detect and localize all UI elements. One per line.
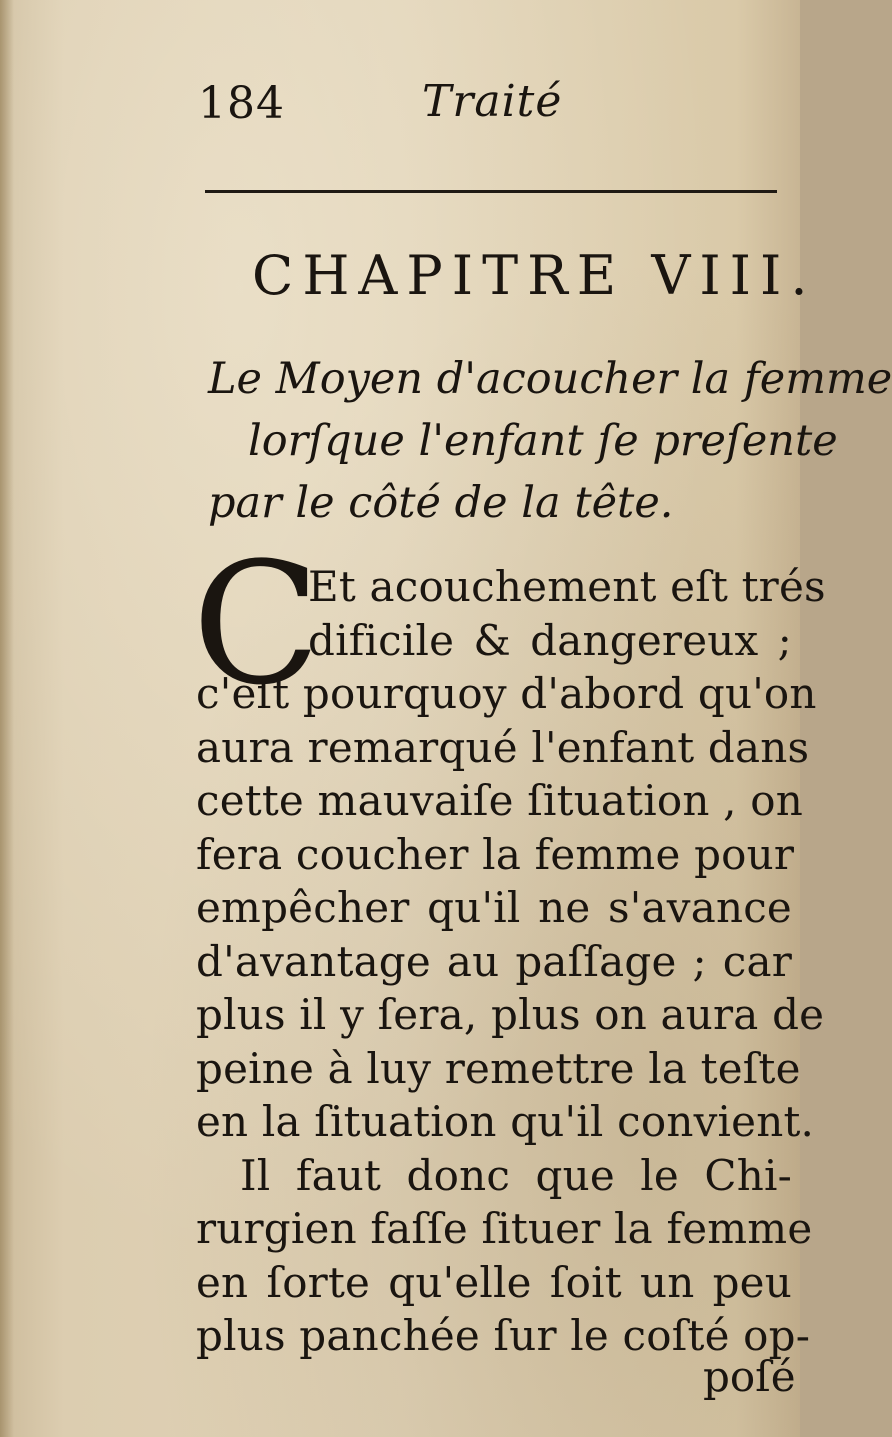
- page-number: 184: [198, 78, 285, 129]
- chapter-title-line: par le côté de la tête.: [208, 478, 674, 528]
- body-line: Il faut donc que le Chi-: [240, 1150, 792, 1200]
- body-text: [196, 560, 826, 1363]
- catchword: poſé: [703, 1352, 796, 1401]
- body-line: en ſorte qu'elle ſoit un peu: [196, 1257, 792, 1307]
- chapter-title: [208, 348, 892, 534]
- header-rule: [205, 190, 777, 193]
- body-line: aura remarqué l'enfant dans: [196, 722, 810, 772]
- drop-cap: C: [192, 526, 321, 722]
- body-line: cette mauvaiſe ſituation , on: [196, 776, 803, 825]
- body-line: plus il y ſera, plus on aura de: [196, 990, 825, 1039]
- body-line: rurgien faſſe ſituer la femme: [196, 1204, 813, 1253]
- body-line: Et acouchement eſt trés: [308, 562, 826, 611]
- body-line: c'eſt pourquoy d'abord qu'on: [196, 669, 817, 718]
- body-line: dificile & dangereux ;: [308, 615, 792, 665]
- page-gutter-shadow: [0, 0, 14, 1437]
- chapter-title-line: Le Moyen d'acoucher la femme: [208, 354, 892, 404]
- chapter-heading: CHAPITRE VIII.: [252, 244, 817, 307]
- running-title: Traité: [422, 76, 563, 127]
- body-line: en la ſituation qu'il convient.: [196, 1097, 815, 1146]
- body-line: plus panchée ſur le coſté op-: [196, 1311, 811, 1360]
- chapter-title-line: lorſque l'enfant ſe preſente: [248, 416, 838, 466]
- body-line: fera coucher la femme pour: [196, 829, 795, 879]
- body-line: d'avantage au paſſage ; car: [196, 936, 792, 986]
- body-line: empêcher qu'il ne s'avance: [196, 883, 792, 932]
- body-line: peine à luy remettre la teſte: [196, 1043, 801, 1093]
